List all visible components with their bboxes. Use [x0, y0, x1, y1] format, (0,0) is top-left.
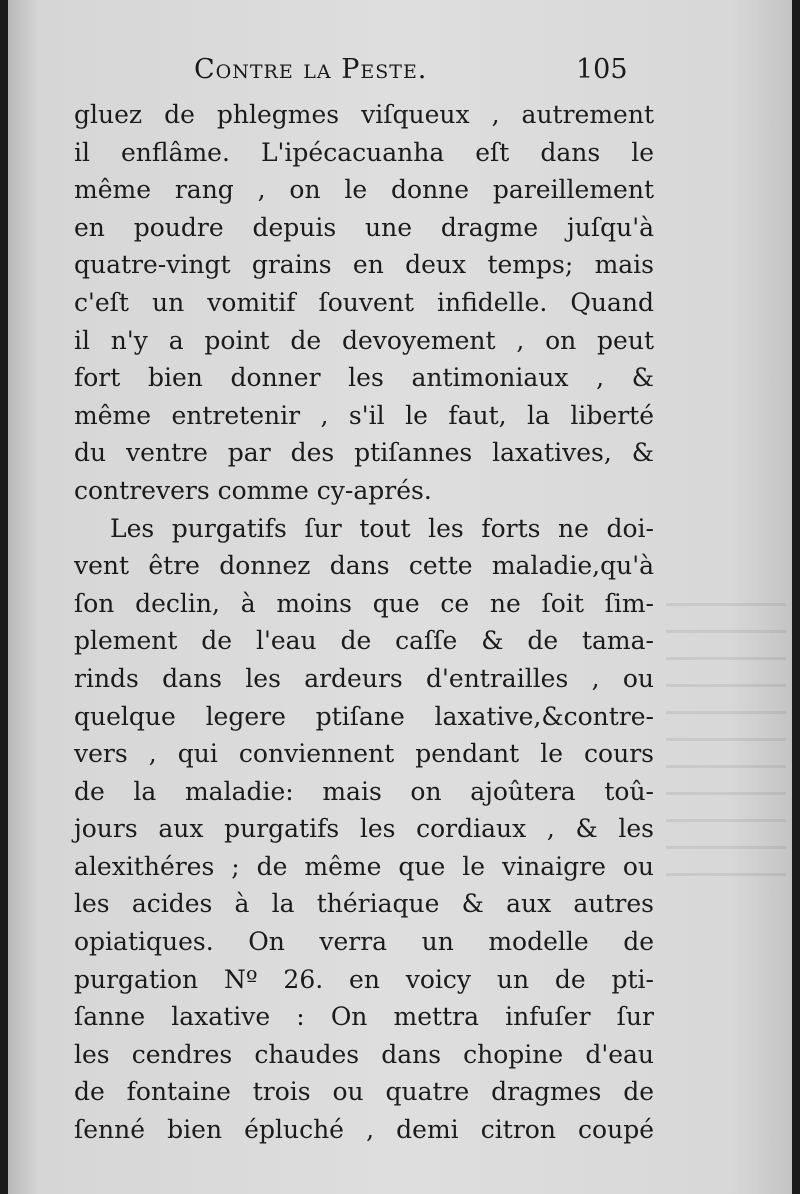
text-line: les cendres chaudes dans chopine d'eau	[74, 1039, 654, 1069]
book-page	[8, 0, 792, 1194]
text-line: alexithéres ; de même que le vinaigre ou	[74, 851, 654, 881]
text-line: les acides à la thériaque & aux autres	[74, 889, 654, 919]
text-line: quelque legere ptiſane laxative,&contre-	[74, 701, 654, 731]
paragraph-start-line: Les purgatifs ſur tout les forts ne doi-	[110, 513, 654, 543]
text-line: même entretenir , s'il le faut, la liberté	[74, 400, 654, 430]
text-line: vent être donnez dans cette maladie,qu'à	[74, 551, 654, 581]
text-line: même rang , on le donne pareillement	[74, 175, 654, 205]
text-line: rinds dans les ardeurs d'entrailles , ou	[74, 663, 654, 693]
text-line: il enflâme. L'ipécacuanha eſt dans le	[74, 137, 654, 167]
text-line: gluez de phlegmes viſqueux , autrement	[74, 100, 654, 129]
text-line: purgation Nº 26. en voicy un de pti-	[74, 964, 654, 994]
text-line: vers , qui conviennent pendant le cours	[74, 739, 654, 769]
text-line: opiatiques. On verra un modelle de	[74, 927, 654, 957]
text-line: en poudre depuis une dragme juſqu'à	[74, 212, 654, 242]
text-line: ſanne laxative : On mettra infuſer ſur	[74, 1002, 654, 1032]
show-through-shadow	[666, 600, 786, 900]
page-header	[8, 48, 792, 98]
paragraph-end-line: contrevers comme cy-aprés.	[74, 475, 432, 505]
running-head: Contre la Peste.	[194, 54, 428, 85]
text-line: ſenné bien épluché , demi citron coupé	[74, 1115, 654, 1145]
page-number: 105	[576, 54, 628, 85]
text-line: ſon declin, à moins que ce ne ſoit ſim-	[74, 588, 654, 618]
text-line: du ventre par des ptiſannes laxatives, &	[74, 438, 654, 468]
text-line: c'eſt un vomitif ſouvent infidelle. Quand	[74, 287, 654, 317]
text-line: fort bien donner les antimoniaux , &	[74, 363, 654, 393]
text-line: quatre-vingt grains en deux temps; mais	[74, 250, 654, 280]
body-text	[74, 96, 654, 1149]
text-line: jours aux purgatifs les cordiaux , & les	[74, 814, 654, 844]
text-line: de fontaine trois ou quatre dragmes de	[74, 1077, 654, 1107]
text-line: plement de l'eau de caſſe & de tama-	[74, 626, 654, 656]
text-line: de la maladie: mais on ajoûtera toû-	[74, 776, 654, 806]
text-line: il n'y a point de devoyement , on peut	[74, 325, 654, 355]
